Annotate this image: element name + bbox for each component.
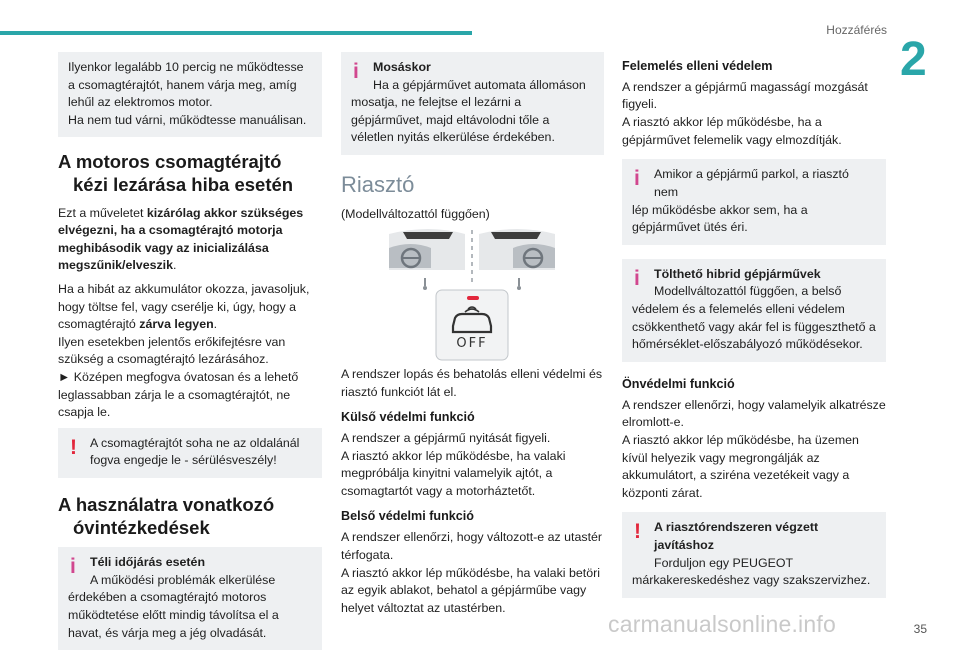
column-1 <box>58 52 322 664</box>
info-icon: i <box>70 555 76 579</box>
info-text: lép működésbe akkor sem, ha a gépjárművet ütés éri. <box>632 202 808 235</box>
heading-interior-protection: Belső védelmi funkció <box>341 509 474 524</box>
info-icon: i <box>634 266 640 290</box>
info-text: érdekében a csomagtérajtó motoros működtetése előtt mindig távolítsa el a havat, és várja meg a jég olvadását. <box>68 590 279 640</box>
note-text: Ha nem tud várni, működtesse manuálisan. <box>68 112 307 127</box>
alarm-illustration <box>341 226 604 366</box>
header-accent-bar <box>0 31 472 35</box>
instruction-step: ► Középen megfogva óvatosan és a lehető leglassabban zárja le a csomagtérajtót, ne csapja le. <box>58 370 299 420</box>
info-icon: i <box>634 167 640 191</box>
heading-exterior-protection: Külső védelmi funkció <box>341 410 475 425</box>
paragraph: A rendszer a gépjármű magasságí mozgását figyeli. A riasztó akkor lép működésbe, ha a gépjárművet felemelik vagy elmozdítják. <box>622 79 868 147</box>
info-box-parking <box>622 159 886 244</box>
info-text: Amikor a gépjármű parkol, a riasztó nem <box>654 167 849 199</box>
info-box-hybrid <box>622 259 886 362</box>
note-box-cooling <box>58 52 322 137</box>
paragraph: Ha a hibát az akkumulátor okozza, javasoljuk, hogy töltse fel, vagy cserélje ki, úgy, hogy a csomagtérajtó zárva legyen. <box>58 282 310 332</box>
alarm-off-label: OFF <box>456 335 488 351</box>
info-text: Modellváltozattól függően, a belső <box>654 284 842 299</box>
paragraph: A rendszer ellenőrzi, hogy változott-e az utastér térfogata. A riasztó akkor lép működésbe, ha valaki betöri az egyik ablakot, behatol a gépjárműbe vagy helyet változtat az utastérben. <box>341 530 603 615</box>
info-text: Ha a gépjárművet automata állomáson <box>373 77 586 92</box>
warning-title: A riasztórendszeren végzett javításhoz <box>654 520 819 552</box>
paragraph: A rendszer a gépjármű nyitását figyeli. A riasztó akkor lép működésbe, ha valaki megpróbálja kinyitni valamelyik ajtót, a csomagtartót vagy a motorháztetőt. <box>341 430 566 498</box>
paragraph: A rendszer lopás és behatolás elleni védelmi és riasztó funkciót lát el. <box>341 366 603 399</box>
alarm-subtitle: (Modellváltozattól függően) <box>341 207 490 222</box>
chapter-number: 2 <box>900 33 927 86</box>
heading-self-protection: Önvédelmi funkció <box>622 376 735 391</box>
info-box-winter <box>58 547 322 650</box>
heading-alarm: Riasztó <box>341 172 415 198</box>
info-title: Mosáskor <box>373 60 431 74</box>
warning-text: márkakereskedéshez vagy szakszervizhez. <box>632 573 871 588</box>
warning-icon: ! <box>634 520 641 544</box>
warning-text: Forduljon egy PEUGEOT <box>654 555 794 570</box>
paragraph: Ezt a műveletet kizárólag akkor szükséges elvégezni, ha a csomagtérajtó motorja meghibásodik vagy az inicializálása megszűnik/elveszik. <box>58 205 304 273</box>
warning-icon: ! <box>70 435 77 459</box>
interior-view-left-icon <box>389 229 465 290</box>
note-text: Ilyenkor legalább 10 percig ne működtesse a csomagtérajtót, hanem várja meg, amíg lehűl az elektromos motor. <box>68 60 304 110</box>
paragraph: A rendszer ellenőrzi, hogy valamelyik alkatrésze elromlott-e. A riasztó akkor lép működésbe, ha üzemen kívül helyezik vagy megrongálják az akkumulátort, a sziréna vezetékeit vagy a központi zárat. <box>622 397 886 500</box>
warning-box-repair <box>622 512 886 597</box>
warning-box-lowering <box>58 428 322 478</box>
info-text: védelem és a felemelés elleni védelem csökkenthető vagy akár fel is függeszthető a hőmérséklet-előszabályozó működésekor. <box>632 301 876 352</box>
info-box-wash <box>341 52 604 155</box>
info-text: A működési problémák elkerülése <box>90 572 276 587</box>
paragraph: Ilyen esetekben jelentős erőkifejtésre van szükség a csomagtérajtó lezárásához. <box>58 334 286 367</box>
interior-view-right-icon <box>479 229 555 290</box>
warning-text: A csomagtérajtót soha ne az oldalánál fogva engedje le - sérülésveszély! <box>90 435 300 468</box>
section-title: Hozzáférés <box>826 23 887 37</box>
watermark: carmanualsonline.info <box>608 611 836 638</box>
page-number: 35 <box>913 621 927 636</box>
heading-manual-close: A motoros csomagtérajtó kézi lezárása hiba esetén <box>58 151 294 195</box>
info-icon: i <box>353 60 359 83</box>
info-text: mosatja, ne felejtse el lezárni a gépjárművet, majd eltávolodni tőle a véletlen nyitás elkerülése érdekében. <box>351 95 555 145</box>
heading-precautions: A használatra vonatkozó óvintézkedések <box>58 494 275 538</box>
column-2 <box>341 52 604 623</box>
heading-lift-protection: Felemelés elleni védelem <box>622 59 773 73</box>
column-3 <box>622 52 886 612</box>
info-title: Téli időjárás esetén <box>90 555 206 570</box>
info-title: Tölthető hibrid gépjárművek <box>654 266 821 281</box>
